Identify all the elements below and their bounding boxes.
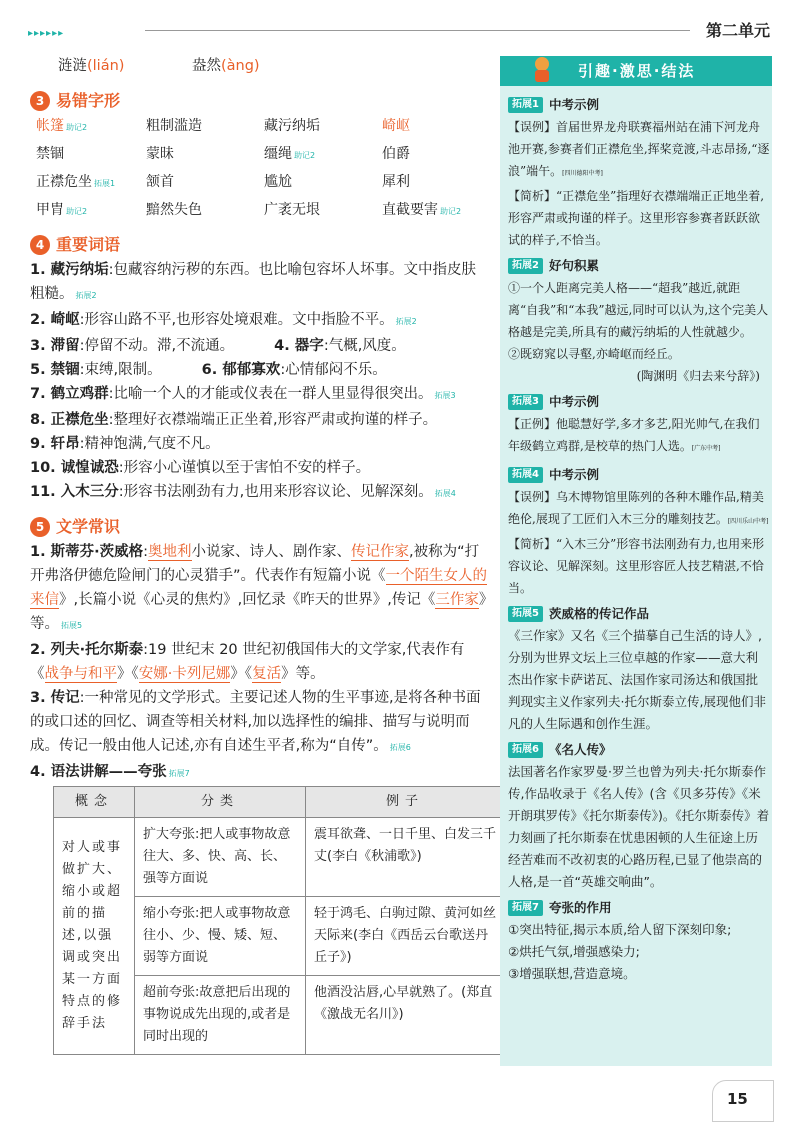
source-note: [四川德阳中考]	[562, 170, 603, 177]
zixing-grid	[36, 114, 490, 224]
term: 3. 传记	[30, 690, 80, 706]
tag-label[interactable]: 拓展6	[389, 743, 411, 752]
definition: :气概,风度。	[323, 338, 406, 354]
tag-label[interactable]: 拓展7	[168, 769, 190, 778]
ciyu-item	[30, 334, 490, 358]
table-header-row	[54, 787, 505, 818]
extension-header	[508, 739, 770, 761]
text: 【误例】乌木博物馆里陈列的各种木雕作品,精美绝伦,展现了工匠们入木三分的雕刻技艺。	[508, 490, 764, 526]
section-title: 文学常识	[56, 517, 121, 536]
text: ,被称为“打开弗洛伊德危险闸门的心灵猎手”。代表作有短篇小说《	[30, 544, 480, 584]
literature-item	[30, 540, 490, 638]
pinyin-word: 盎然	[192, 58, 221, 74]
zixing-cell: 颔首	[146, 174, 174, 190]
extension-header	[508, 94, 770, 116]
extension-header	[508, 897, 770, 919]
term: 5. 禁锢	[30, 362, 80, 378]
highlight-text: 传记作家	[351, 544, 410, 560]
table-header: 例子	[306, 787, 505, 818]
unit-title: 第二单元	[706, 21, 771, 40]
highlight-text: 复活	[252, 666, 282, 682]
text: 》《	[117, 666, 139, 682]
extension-text	[508, 116, 770, 185]
highlight-text: 奥地利	[148, 544, 192, 560]
extension-title: 《名人传》	[548, 742, 612, 757]
source-note: [四川乐山中考]	[727, 518, 769, 525]
section-header	[30, 232, 490, 258]
hyperbole-table	[53, 786, 505, 1055]
extension-text: 【简析】“入木三分”形容书法刚劲有力,也用来形容议论、见解深刻。这里形容匠人技艺精湛,不恰当。	[508, 537, 765, 595]
extension-title: 夸张的作用	[548, 900, 612, 915]
term: 11. 入木三分	[30, 484, 119, 500]
term: 8. 正襟危坐	[30, 412, 109, 428]
zixing-cell	[264, 142, 382, 168]
section-header	[30, 88, 490, 114]
table-header: 概念	[54, 787, 135, 818]
zixing-cell: 藏污纳垢	[264, 118, 320, 134]
example-cell: 轻于鸿毛、白驹过隙、黄河如丝天际来(李白《西岳云台歌送丹丘子》)	[306, 897, 505, 976]
term: 10. 诚惶诚恐	[30, 460, 119, 476]
tag-label[interactable]: 拓展2	[395, 317, 417, 326]
zixing-cell: 尴尬	[264, 174, 292, 190]
text: 【误例】首届世界龙舟联赛福州站在浦下河龙舟池开赛,参赛者们正襟危坐,挥桨竞渡,斗志昂扬,“逐浪”端午。	[508, 120, 770, 178]
ciyu-item	[30, 432, 490, 456]
zixing-cell: 禁锢	[36, 146, 64, 162]
page-number: 15	[727, 1090, 748, 1108]
term: 1. 藏污纳垢	[30, 262, 109, 278]
extension-badge: 拓展1	[508, 97, 543, 113]
extension-title: 好句积累	[548, 258, 599, 273]
ciyu-item	[30, 308, 490, 334]
text: 》《	[230, 666, 253, 682]
sidebar-banner-title: 引趣·激思·结法	[578, 62, 696, 80]
pinyin-word: 涟涟	[58, 58, 87, 74]
section-title: 重要词语	[56, 235, 121, 254]
category-cell: 缩小夸张:把人或事物故意往小、少、慢、矮、短、弱等方面说	[135, 897, 306, 976]
ciyu-item	[30, 480, 490, 506]
ciyu-list	[30, 258, 490, 506]
zixing-word: 甲胄	[36, 202, 64, 218]
extension-header	[508, 255, 770, 277]
extension-title: 茨威格的传记作品	[548, 606, 649, 621]
term: 6. 郁郁寡欢	[201, 362, 281, 378]
mascot-icon	[530, 56, 554, 84]
pinyin-row	[30, 50, 490, 80]
definition: :比喻一个人的才能或仪表在一群人里显得很突出。	[108, 386, 433, 402]
extension-title: 中考示例	[548, 467, 599, 482]
tag-label[interactable]: 拓展4	[434, 489, 456, 498]
zixing-word: 缰绳	[264, 146, 292, 162]
pinyin-item	[192, 54, 260, 78]
text: :	[143, 544, 149, 560]
extension-text: ③增强联想,营造意境。	[508, 966, 636, 981]
example-cell: 震耳欲聋、一日千里、白发三千丈(李白《秋浦歌》)	[306, 818, 505, 897]
text: 》等。	[281, 666, 325, 682]
sidebar-content	[508, 90, 770, 985]
ciyu-item	[30, 382, 490, 408]
extension-text: ①突出特征,揭示本质,给人留下深刻印象;	[508, 922, 732, 937]
ciyu-item	[30, 456, 490, 480]
extension-text: ①一个人距离完美人格——“超我”越近,就距离“自我”和“本我”越远,同时可以认为,这个完美人格越是完美,所具有的藏污纳垢的人性就越少。	[508, 281, 769, 339]
zixing-cell: 蒙昧	[146, 146, 174, 162]
text: :19 世纪末 20 世纪初俄国伟大的文学家,代表作有《	[30, 642, 465, 682]
highlight-text: 安娜·卡列尼娜	[138, 666, 231, 682]
ciyu-item	[30, 258, 490, 308]
table-header: 分类	[135, 787, 306, 818]
extension-badge: 拓展6	[508, 742, 543, 758]
term: 9. 轩昂	[30, 436, 80, 452]
definition: :束缚,限制。	[79, 362, 162, 378]
table-row	[54, 818, 505, 897]
tag-label[interactable]: 助记2	[294, 151, 316, 160]
category-cell: 扩大夸张:把人或事物故意往大、多、快、高、长、强等方面说	[135, 818, 306, 897]
pinyin-item	[58, 54, 124, 78]
zixing-cell: 伯爵	[382, 146, 410, 162]
extension-title: 中考示例	[548, 394, 599, 409]
zixing-cell	[36, 170, 146, 196]
term: 1. 斯蒂芬·茨威格	[30, 544, 144, 560]
tag-label[interactable]: 助记2	[66, 207, 88, 216]
section-title: 易错字形	[56, 91, 121, 110]
section-number-badge: 4	[30, 235, 50, 255]
zixing-cell: 粗制滥造	[146, 118, 202, 134]
extension-text	[508, 413, 770, 460]
section-number-badge: 5	[30, 517, 50, 537]
category-cell: 超前夸张:故意把后出现的事物说成先出现的,或者是同时出现的	[135, 976, 306, 1055]
zixing-word: 帐篷	[36, 118, 64, 134]
ciyu-item	[30, 408, 490, 432]
left-column	[30, 50, 497, 1055]
zixing-cell	[36, 198, 146, 224]
term: 7. 鹤立鸡群	[30, 386, 109, 402]
extension-text	[508, 486, 770, 533]
zixing-cell: 黯然失色	[146, 202, 202, 218]
zixing-cell: 犀利	[382, 174, 410, 190]
text: 》等。	[30, 592, 487, 632]
definition: :精神饱满,气度不凡。	[79, 436, 220, 452]
pinyin-reading: (àng)	[221, 58, 260, 74]
extension-text: ②烘托气氛,增强感染力;	[508, 944, 640, 959]
pinyin-reading: (lián)	[87, 58, 125, 74]
literature-list	[30, 540, 490, 786]
tag-label[interactable]: 助记2	[66, 123, 88, 132]
definition: :整理好衣襟端端正正坐着,形容严肃或拘谨的样子。	[108, 412, 438, 428]
extension-header	[508, 391, 770, 413]
tag-label[interactable]: 拓展2	[75, 291, 97, 300]
extension-text: (陶渊明《归去来兮辞》)	[636, 369, 760, 383]
term: 4. 语法讲解——夸张	[30, 764, 167, 780]
text: 》,长篇小说《心灵的焦灼》,回忆录《昨天的世界》,传记《	[59, 592, 436, 608]
definition: :形容书法刚劲有力,也用来形容议论、见解深刻。	[118, 484, 433, 500]
source-note: [广东中考]	[691, 445, 721, 452]
highlight-text: 一个陌生女人的来信	[30, 568, 488, 608]
zixing-word: 直截要害	[382, 202, 438, 218]
literature-item	[30, 760, 490, 786]
zixing-word: 正襟危坐	[36, 174, 92, 190]
definition: :心情郁闷不乐。	[280, 362, 387, 378]
definition: :包藏容纳污秽的东西。也比喻包容坏人坏事。文中指皮肤粗糙。	[30, 262, 477, 302]
example-cell: 他酒没沾唇,心早就熟了。(郑直《激战无名川》)	[306, 976, 505, 1055]
tag-label[interactable]: 助记2	[440, 207, 462, 216]
tag-label[interactable]: 拓展5	[61, 621, 83, 630]
section-header	[30, 514, 490, 540]
tag-label[interactable]: 拓展1	[94, 179, 116, 188]
tag-label[interactable]: 拓展3	[434, 391, 456, 400]
term: 2. 列夫·托尔斯泰	[30, 642, 144, 658]
extension-header	[508, 464, 770, 486]
definition: :形容山路不平,也形容处境艰难。文中指脸不平。	[79, 312, 394, 328]
definition: :形容小心谨慎以至于害怕不安的样子。	[118, 460, 371, 476]
extension-badge: 拓展2	[508, 258, 543, 274]
extension-text: 法国著名作家罗曼·罗兰也曾为列夫·托尔斯泰作传,作品收录于《名人传》(含《贝多芬传》《米开朗琪罗传》《托尔斯泰传》)。《托尔斯泰传》着力刻画了托尔斯泰在忧患困顿的人生征途上历经苦难而不改初衷的心路历程,已显了他崇高的人格,是一首“英雄交响曲”。	[508, 764, 770, 889]
ciyu-item	[30, 358, 490, 382]
extension-header	[508, 603, 770, 625]
zixing-cell	[36, 114, 146, 140]
zixing-cell: 崎岖	[382, 118, 410, 134]
highlight-text: 三作家	[435, 592, 479, 608]
extension-badge: 拓展7	[508, 900, 543, 916]
zixing-cell: 广袤无垠	[264, 202, 320, 218]
extension-text: 【简析】“正襟危坐”指理好衣襟端端正正地坐着,形容严肃或拘谨的样子。这里形容参赛者跃跃欲试的样子,不恰当。	[508, 189, 765, 247]
highlight-text: 战争与和平	[44, 666, 117, 682]
extension-text: ②既窈窕以寻壑,亦崎岖而经丘。	[508, 347, 680, 361]
text: 小说家、诗人、剧作家、	[191, 544, 352, 560]
extension-title: 中考示例	[548, 97, 599, 112]
text: :一种常见的文学形式。主要记述人物的生平事迹,是将各种书面的或口述的回忆、调查等相关材料,加以选择性的编排、描写与说明而成。传记一般由他人记述,亦有自述生平者,称为“自传”。	[30, 690, 481, 754]
term: 4. 器字	[274, 338, 324, 354]
extension-badge: 拓展3	[508, 394, 543, 410]
term: 2. 崎岖	[30, 312, 80, 328]
concept-cell: 对人或事做扩大、缩小或超前的描述,以强调或突出某一方面特点的修辞手法	[54, 818, 135, 1055]
section-number-badge: 3	[30, 91, 50, 111]
definition: :停留不动。滞,不流通。	[79, 338, 235, 354]
literature-item	[30, 638, 490, 686]
text: 【正例】他聪慧好学,多才多艺,阳光帅气,在我们年级鹤立鸡群,是校草的热门人选。	[508, 417, 760, 453]
zixing-cell	[382, 198, 496, 224]
literature-item	[30, 686, 490, 760]
extension-text: 《三作家》又名《三个描摹自己生活的诗人》,分别为世界文坛上三位卓越的作家——意大利杰出作家卡萨诺瓦、法国作家司汤达和俄国批判现实主义作家列夫·托尔斯泰立传,展现他们非凡的人生际遇和创作生涯。	[508, 628, 766, 731]
term: 3. 滞留	[30, 338, 80, 354]
header-rule	[145, 30, 690, 31]
extension-badge: 拓展5	[508, 606, 543, 622]
header-dots: ▸▸▸▸▸▸	[28, 28, 65, 39]
extension-badge: 拓展4	[508, 467, 543, 483]
